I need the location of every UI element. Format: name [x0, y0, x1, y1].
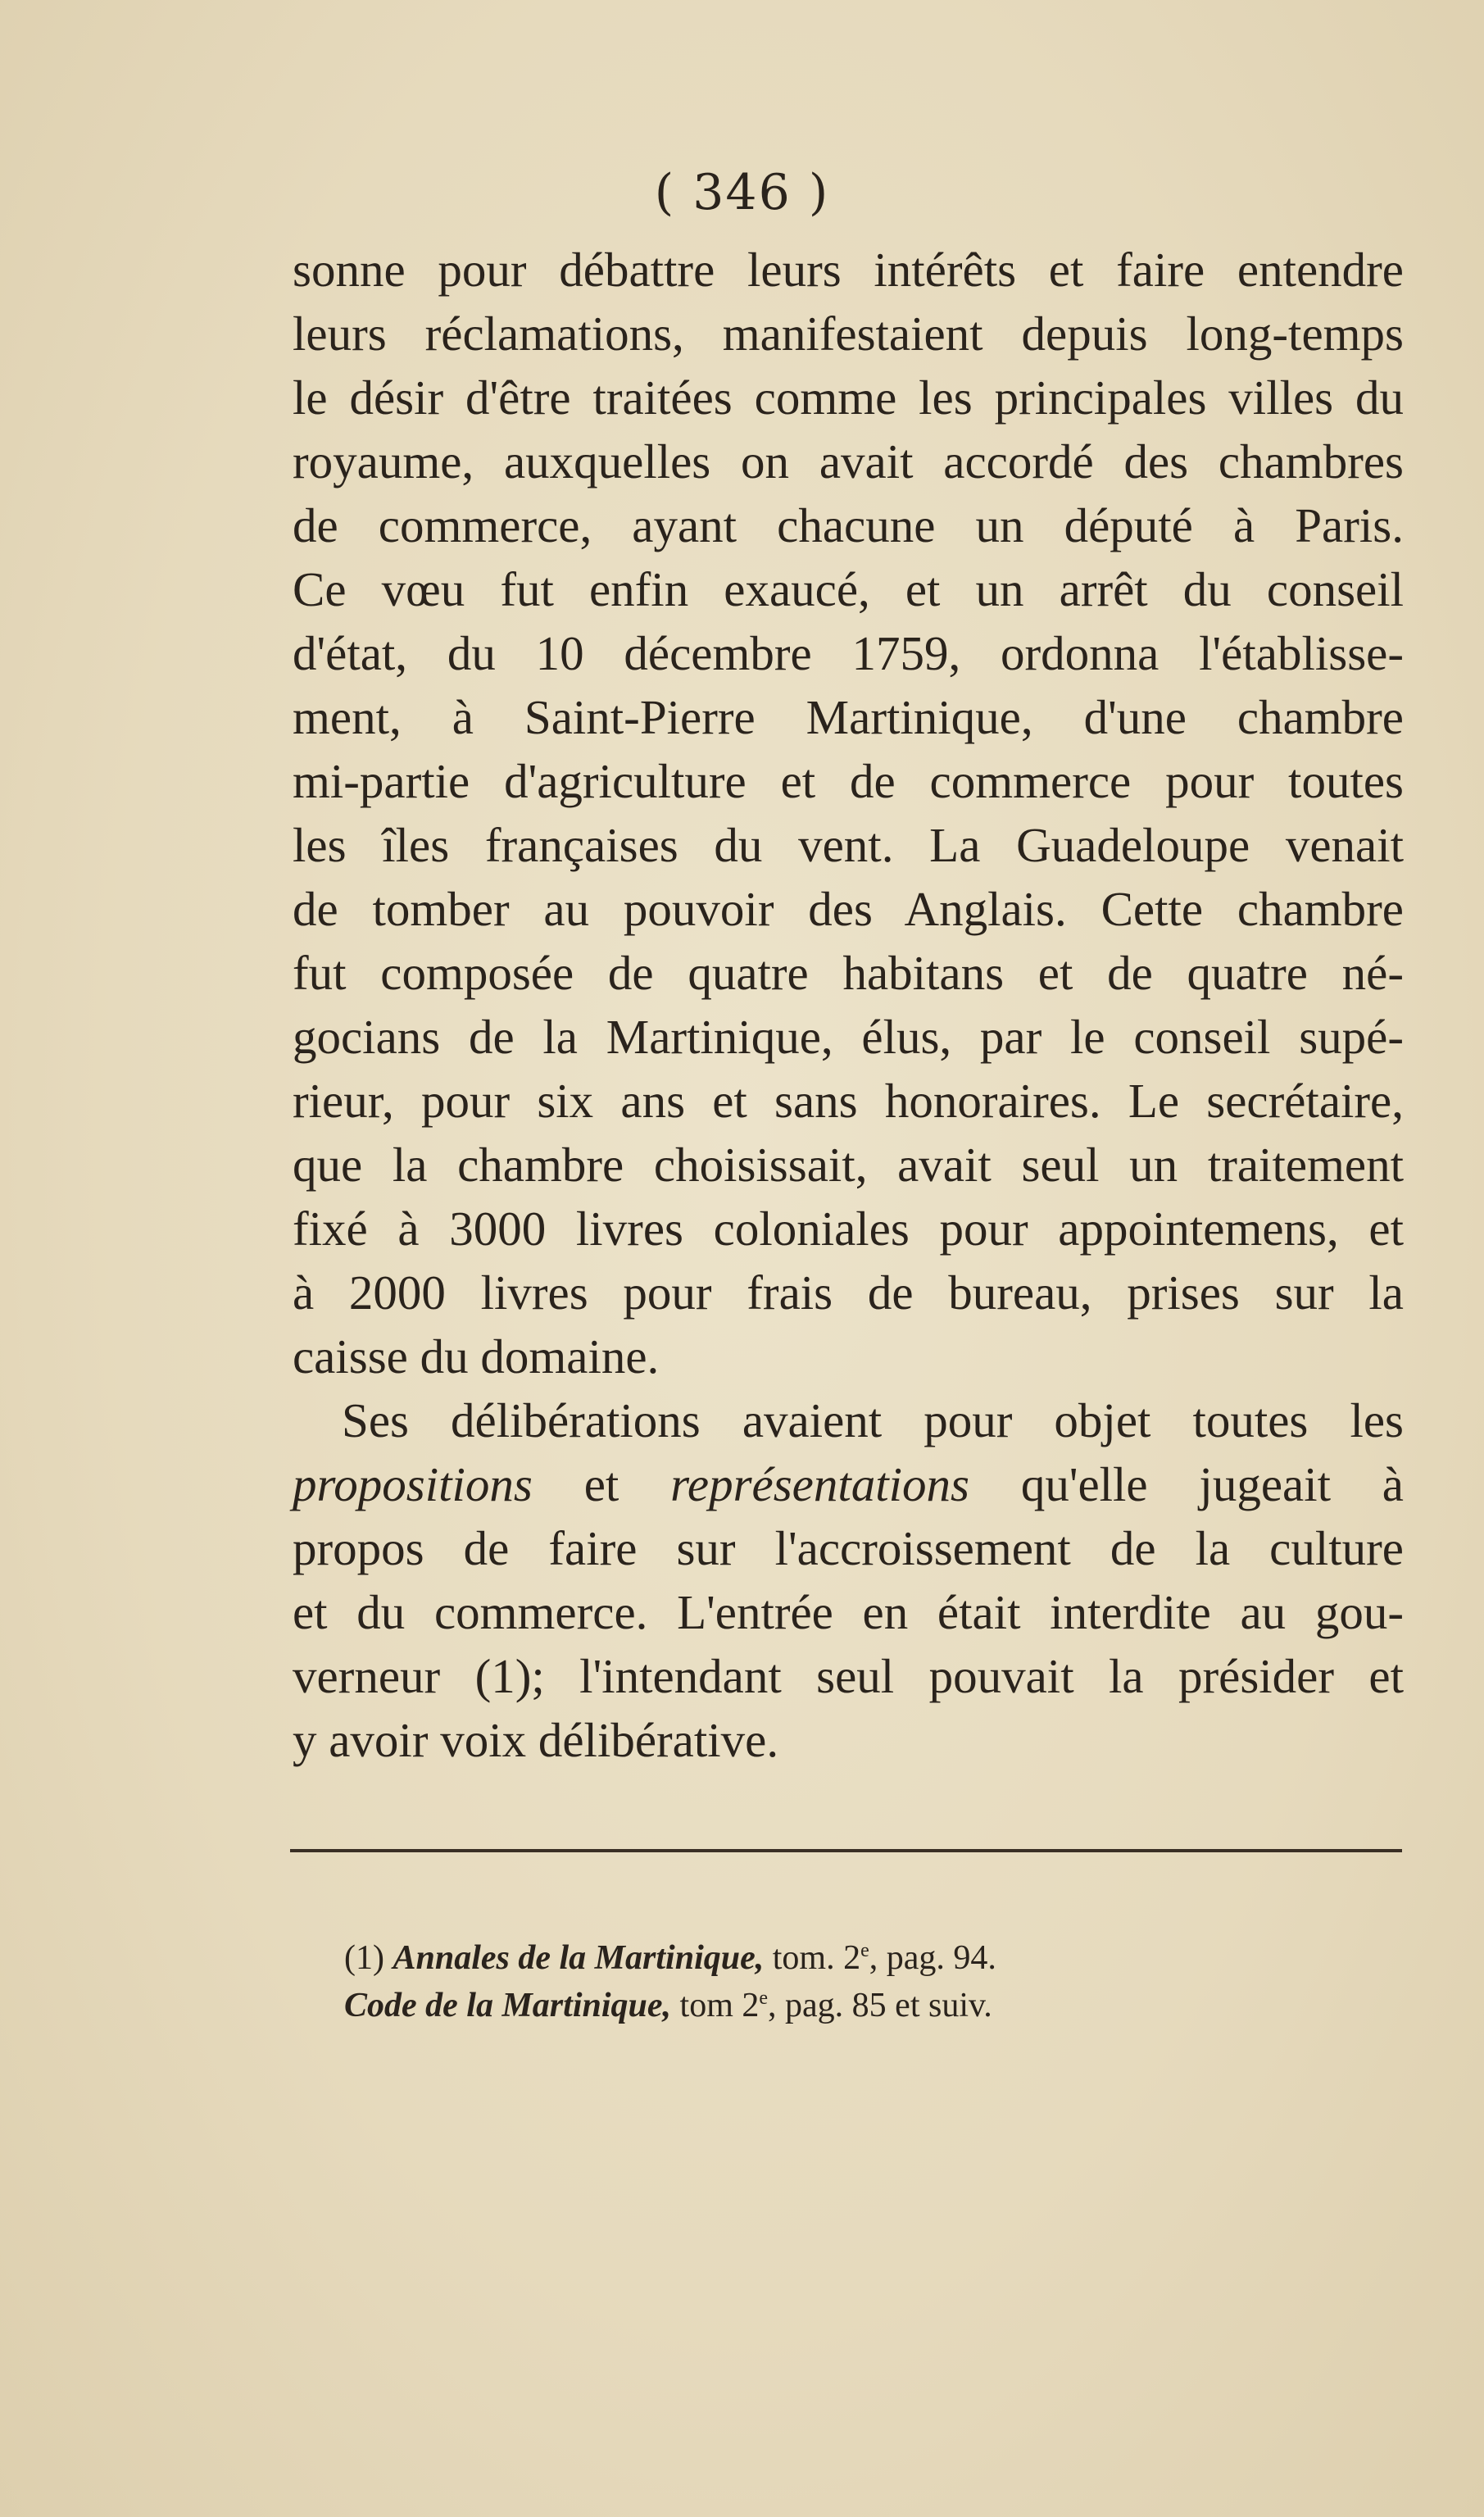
text-fragment: et: [532, 1457, 671, 1511]
footnotes: [344, 1934, 1327, 2029]
text-line: rieur, pour six ans et sans honoraires. Le secrétaire,: [293, 1074, 1404, 1128]
emphasis-representations: représentations: [670, 1457, 969, 1511]
footnote-reference: , pag. 85 et suiv.: [768, 1987, 992, 2024]
page-number: ( 346 ): [654, 164, 830, 221]
text-line: royaume, auxquelles on avait accordé des chambres: [293, 434, 1404, 488]
text-line: sonne pour débattre leurs intérêts et faire entendre: [293, 243, 1404, 297]
text-line: propos de faire sur l'accroissement de la culture: [293, 1521, 1404, 1575]
text-line: d'état, du 10 décembre 1759, ordonna l'établisse-: [293, 626, 1404, 680]
text-fragment: qu'elle jugeait à: [969, 1457, 1404, 1511]
footnote-reference: , pag. 94.: [869, 1939, 996, 1977]
text-line: de tomber au pouvoir des Anglais. Cette chambre: [293, 882, 1404, 936]
text-line: ment, à Saint-Pierre Martinique, d'une chambre: [293, 690, 1404, 744]
footnote-source-title: Code de la Martinique,: [344, 1987, 672, 2024]
text-line: le désir d'être traitées comme les principales villes du: [293, 370, 1404, 425]
text-line: et du commerce. L'entrée en était interdite au gou-: [293, 1585, 1404, 1639]
text-line: à 2000 livres pour frais de bureau, prises sur la: [293, 1265, 1404, 1320]
footnote-reference: tom. 2: [764, 1939, 861, 1977]
text-line: caisse du domaine.: [293, 1329, 660, 1383]
text-line: de commerce, ayant chacune un député à Paris.: [293, 498, 1404, 552]
text-line: mi-partie d'agriculture et de commerce pour toutes: [293, 754, 1404, 808]
footnote-divider: [290, 1849, 1402, 1852]
footnote-reference: tom 2: [671, 1987, 760, 2024]
text-line: fixé à 3000 livres coloniales pour appointemens, et: [293, 1202, 1404, 1256]
emphasis-propositions: propositions: [293, 1457, 533, 1511]
text-line: que la chambre choisissait, avait seul un traitement: [293, 1138, 1404, 1192]
text-line: verneur (1); l'intendant seul pouvait la présider et: [293, 1649, 1404, 1703]
superscript: e: [759, 1988, 769, 2009]
text-line: Ses délibérations avaient pour objet toutes les: [342, 1393, 1404, 1447]
footnote-marker: (1): [344, 1939, 384, 1977]
text-line: fut composée de quatre habitans et de quatre né-: [293, 946, 1404, 1000]
text-line: les îles françaises du vent. La Guadeloupe venait: [293, 818, 1404, 872]
paragraph-1: [293, 238, 1404, 1388]
footnote-source-title: Annales de la Martinique,: [393, 1939, 765, 1977]
text-line: y avoir voix délibérative.: [293, 1713, 779, 1767]
text-line: leurs réclamations, manifestaient depuis long-temps: [293, 307, 1404, 361]
text-line: Ce vœu fut enfin exaucé, et un arrêt du conseil: [293, 562, 1404, 616]
body-text: [293, 238, 1404, 1772]
superscript: e: [860, 1940, 869, 1961]
footnote-line-2: [344, 1982, 1327, 2029]
footnote-line-1: [344, 1934, 1327, 1982]
paragraph-2: [293, 1388, 1404, 1772]
text-line: [293, 1452, 1404, 1516]
text-line: gocians de la Martinique, élus, par le conseil supé-: [293, 1010, 1404, 1064]
